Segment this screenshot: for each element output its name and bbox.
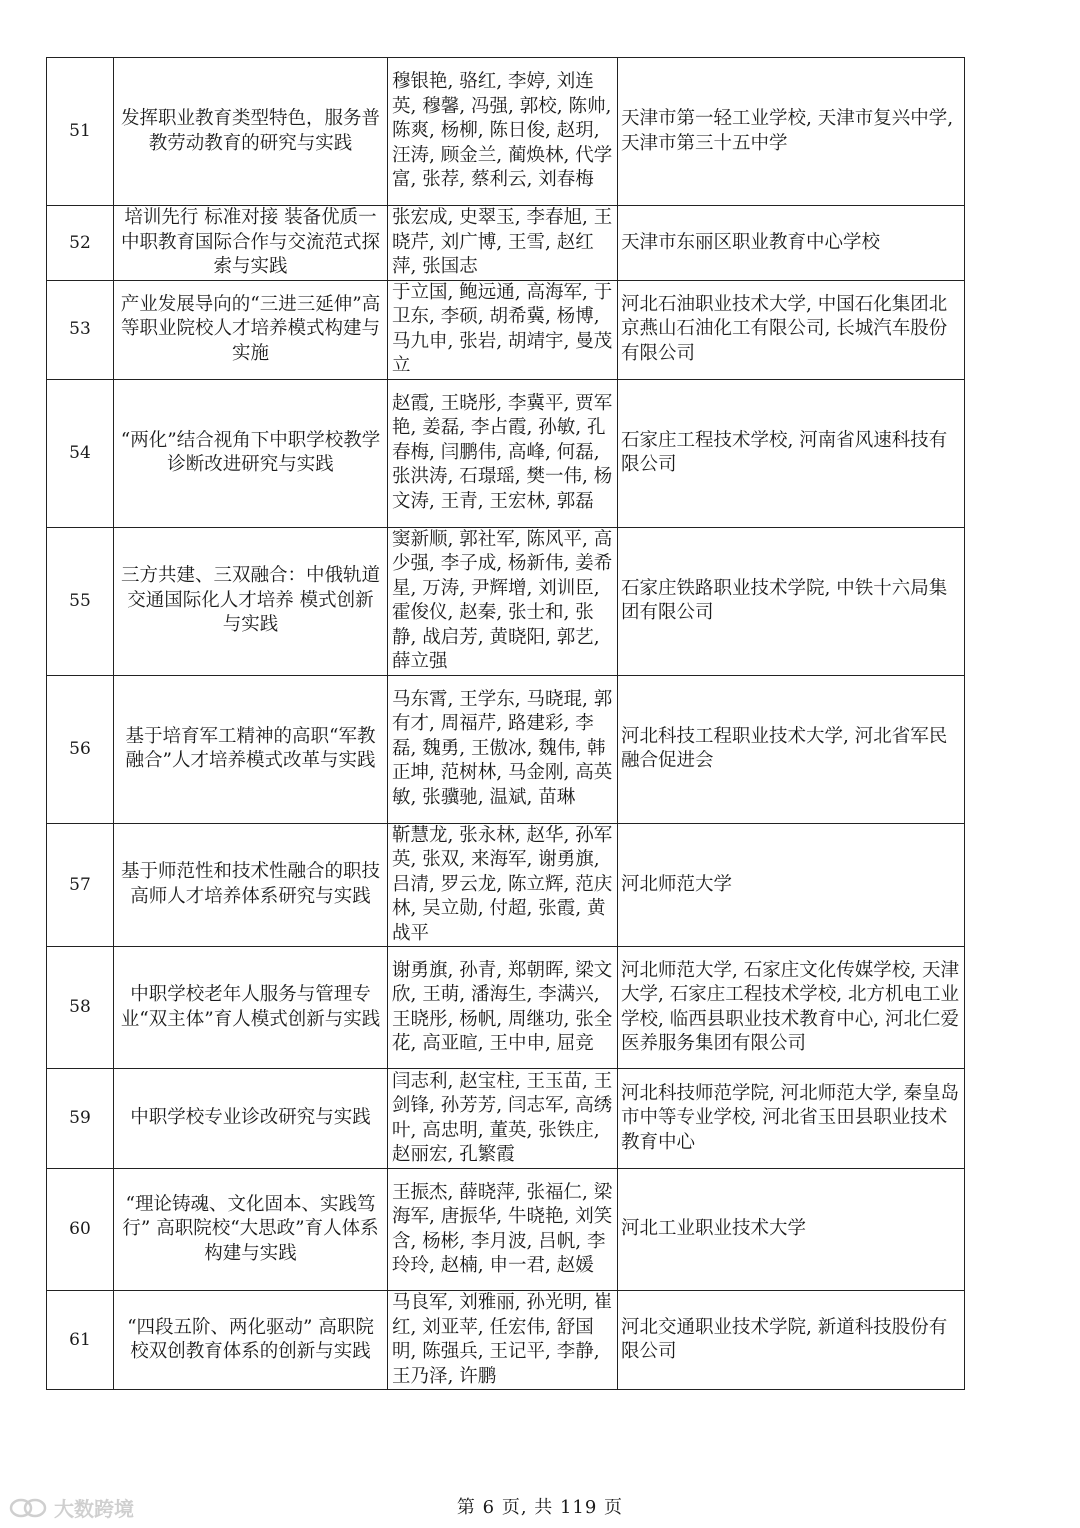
row-number: 60 (47, 1169, 114, 1291)
institutions: 石家庄铁路职业技术学院, 中铁十六局集团有限公司 (618, 527, 965, 675)
institutions: 河北科技师范学院, 河北师范大学, 秦皇岛市中等专业学校, 河北省玉田县职业技术教育中心 (618, 1069, 965, 1169)
project-title: 三方共建、三双融合：中俄轨道交通国际化人才培养 模式创新与实践 (114, 527, 388, 675)
team-members: 张宏成, 史翠玉, 李春旭, 王晓芹, 刘广博, 王雪, 赵红萍, 张国志 (388, 206, 618, 281)
row-number: 56 (47, 675, 114, 823)
team-members: 谢勇旗, 孙青, 郑朝晖, 梁文欣, 王萌, 潘海生, 李满兴, 王晓彤, 杨帆, 周继功, 张全花, 高亚暄, 王中申, 屈竞 (388, 947, 618, 1069)
table-row (47, 206, 965, 281)
team-members: 闫志利, 赵宝柱, 王玉苗, 王剑锋, 孙芳芳, 闫志军, 高绣叶, 高忠明, 董英, 张铁庄, 赵丽宏, 孔繁霞 (388, 1069, 618, 1169)
project-title: 培训先行 标准对接 装备优质一中职教育国际合作与交流范式探索与实践 (114, 206, 388, 281)
institutions: 河北交通职业技术学院, 新道科技股份有限公司 (618, 1291, 965, 1390)
project-title: 中职学校专业诊改研究与实践 (114, 1069, 388, 1169)
team-members: 靳慧龙, 张永林, 赵华, 孙军英, 张双, 来海军, 谢勇旗, 吕清, 罗云龙, 陈立辉, 范庆林, 吴立勋, 付超, 张霞, 黄战平 (388, 823, 618, 947)
project-title: 产业发展导向的“三进三延伸”高等职业院校人才培养模式构建与实施 (114, 280, 388, 379)
row-number: 53 (47, 280, 114, 379)
institutions: 石家庄工程技术学校, 河南省风速科技有限公司 (618, 379, 965, 527)
row-number: 59 (47, 1069, 114, 1169)
table-row (47, 947, 965, 1069)
table-row (47, 675, 965, 823)
row-number: 52 (47, 206, 114, 281)
table-row (47, 1069, 965, 1169)
team-members: 马东霄, 王学东, 马晓琨, 郭有才, 周福芹, 路建彩, 李磊, 魏勇, 王傲冰, 魏伟, 韩正坤, 范树林, 马金刚, 高英敏, 张骥驰, 温斌, 苗琳 (388, 675, 618, 823)
row-number: 55 (47, 527, 114, 675)
table-row (47, 1169, 965, 1291)
institutions: 天津市东丽区职业教育中心学校 (618, 206, 965, 281)
institutions: 河北师范大学 (618, 823, 965, 947)
table-row (47, 527, 965, 675)
row-number: 57 (47, 823, 114, 947)
row-number: 61 (47, 1291, 114, 1390)
team-members: 于立国, 鲍远通, 高海军, 于卫东, 李硕, 胡希冀, 杨博, 马九申, 张岩, 胡靖宇, 曼茂立 (388, 280, 618, 379)
team-members: 穆银艳, 骆红, 李婷, 刘连英, 穆馨, 冯强, 郭校, 陈帅, 陈爽, 杨柳, 陈日俊, 赵玥, 汪涛, 顾金兰, 蔺焕林, 代学富, 张荐, 蔡利云, 刘春梅 (388, 58, 618, 206)
table-row (47, 1291, 965, 1390)
team-members: 马良军, 刘雅丽, 孙光明, 崔红, 刘亚苹, 任宏伟, 舒国明, 陈强兵, 王记平, 李静, 王乃泽, 许鹏 (388, 1291, 618, 1390)
row-number: 58 (47, 947, 114, 1069)
watermark-text: 大数跨境 (54, 1497, 134, 1521)
project-title: 基于培育军工精神的高职“军教融合”人才培养模式改革与实践 (114, 675, 388, 823)
project-title: “四段五阶、两化驱动” 高职院校双创教育体系的创新与实践 (114, 1291, 388, 1390)
institutions: 天津市第一轻工业学校, 天津市复兴中学, 天津市第三十五中学 (618, 58, 965, 206)
institutions: 河北科技工程职业技术大学, 河北省军民融合促进会 (618, 675, 965, 823)
project-title: “两化”结合视角下中职学校教学诊断改进研究与实践 (114, 379, 388, 527)
institutions: 河北石油职业技术大学, 中国石化集团北京燕山石油化工有限公司, 长城汽车股份有限公司 (618, 280, 965, 379)
team-members: 王振杰, 薛晓萍, 张福仁, 梁海军, 唐振华, 牛晓艳, 刘笑含, 杨彬, 李月波, 吕帆, 李玲玲, 赵楠, 申一君, 赵媛 (388, 1169, 618, 1291)
row-number: 54 (47, 379, 114, 527)
project-title: 基于师范性和技术性融合的职技高师人才培养体系研究与实践 (114, 823, 388, 947)
institutions: 河北师范大学, 石家庄文化传媒学校, 天津大学, 石家庄工程技术学校, 北方机电工业学校, 临西县职业技术教育中心, 河北仁爱医养服务集团有限公司 (618, 947, 965, 1069)
awards-table (46, 57, 965, 1390)
team-members: 赵霞, 王晓彤, 李冀平, 贾军艳, 姜磊, 李占霞, 孙敏, 孔春梅, 闫鹏伟, 高峰, 何磊, 张洪涛, 石璟瑶, 樊一伟, 杨文涛, 王青, 王宏林, 郭磊 (388, 379, 618, 527)
table-row (47, 58, 965, 206)
page-footer: 第 6 页, 共 119 页 (456, 1497, 624, 1518)
project-title: “理论铸魂、文化固本、实践笃行” 高职院校“大思政”育人体系构建与实践 (114, 1169, 388, 1291)
team-members: 窦新顺, 郭社军, 陈风平, 高少强, 李子成, 杨新伟, 姜希星, 万涛, 尹辉增, 刘训臣, 霍俊仪, 赵秦, 张士和, 张静, 战启芳, 黄晓阳, 郭艺, 薛立强 (388, 527, 618, 675)
institutions: 河北工业职业技术大学 (618, 1169, 965, 1291)
project-title: 发挥职业教育类型特色，服务普教劳动教育的研究与实践 (114, 58, 388, 206)
row-number: 51 (47, 58, 114, 206)
project-title: 中职学校老年人服务与管理专业“双主体”育人模式创新与实践 (114, 947, 388, 1069)
table-row (47, 280, 965, 379)
table-row (47, 823, 965, 947)
table-row (47, 379, 965, 527)
